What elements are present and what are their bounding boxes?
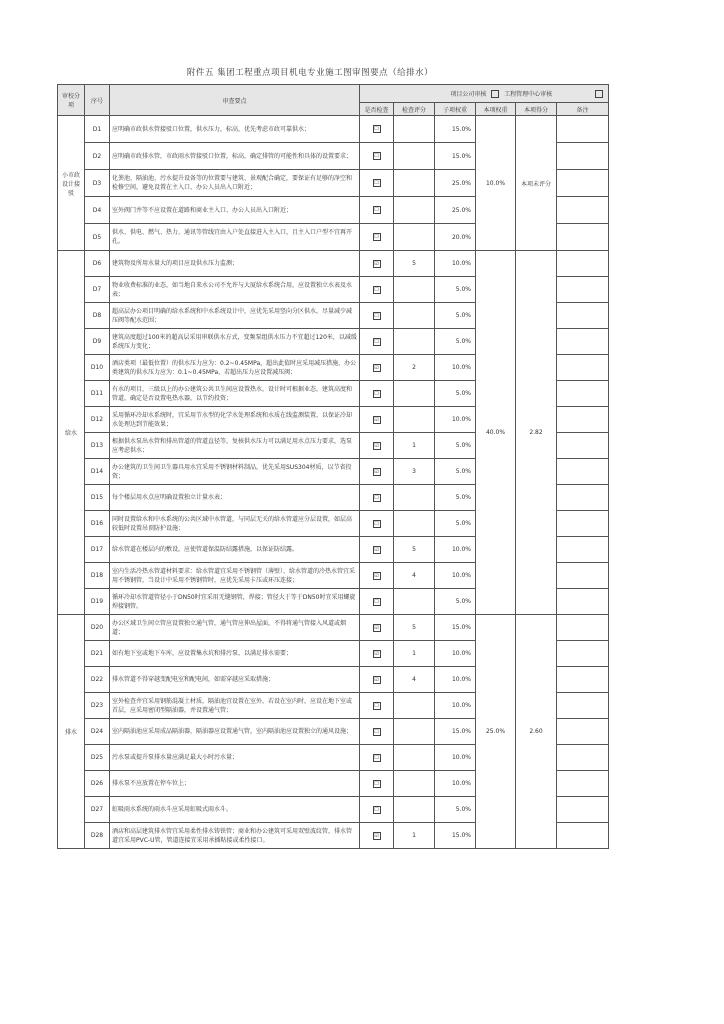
review-point-text: 供水、供电、燃气、热力、通讯等管线宜由入户处直接进入主入口，且主入口户型不宜再开孔。 <box>110 224 360 251</box>
seq-cell: D15 <box>85 485 110 511</box>
review-point-text: 酒店和高层建筑排水管宜采用柔性排水铸铁管；商业和办公建筑可采用双壁波纹管，排水管道宜采用PVC-U管，管道连接宜采用承插粘接或柔性接口。 <box>110 823 360 849</box>
check-box[interactable]: ☑ <box>374 364 379 371</box>
score-input[interactable] <box>394 116 435 143</box>
check-box[interactable]: ☑ <box>374 260 379 267</box>
checked-cell <box>360 797 394 823</box>
item-weight-cell: 5.0% <box>435 303 476 329</box>
table-row <box>58 615 609 641</box>
seq-cell: D14 <box>85 459 110 485</box>
note-cell[interactable] <box>557 277 609 303</box>
col-header-note: 备注 <box>557 103 609 116</box>
checked-cell <box>360 589 394 615</box>
score-input[interactable]: 5 <box>394 251 435 277</box>
review-point-text: 排水泵不应放置在停车位上； <box>110 771 360 797</box>
score-input[interactable]: 1 <box>394 823 435 849</box>
checked-cell <box>360 329 394 355</box>
seq-cell: D5 <box>85 224 110 251</box>
checked-cell <box>360 355 394 381</box>
note-cell[interactable] <box>557 511 609 537</box>
check-box[interactable]: ☐ <box>374 520 379 527</box>
category-weight-cell: 25.0% <box>476 615 516 849</box>
review-point-text: 建筑物及所用水量大的项目应设供水压力监测； <box>110 251 360 277</box>
note-cell[interactable] <box>557 251 609 277</box>
item-weight-cell: 10.0% <box>435 667 476 693</box>
review-point-text: 根据供水泵出水管和排出管道的管道直径等，复核供水压力可以满足用水点压力要求，选泵应考虑供水； <box>110 433 360 459</box>
score-input[interactable] <box>394 303 435 329</box>
score-input[interactable]: 5 <box>394 537 435 563</box>
score-input[interactable] <box>394 170 435 197</box>
category-cell: 排水 <box>58 615 85 849</box>
note-cell[interactable] <box>557 589 609 615</box>
item-weight-cell: 10.0% <box>435 563 476 589</box>
review-point-text: 同时设置给水和中水系统的公共区域中水管道，与同层无关的给水管道应分层设置，如层高较低时设置吊顶防护设施； <box>110 511 360 537</box>
check-box[interactable]: ☑ <box>374 676 379 683</box>
item-weight-cell: 10.0% <box>435 537 476 563</box>
review-point-text: 污水泵或提升泵排水量应满足最大小时污水量； <box>110 745 360 771</box>
item-weight-cell: 5.0% <box>435 329 476 355</box>
score-input[interactable] <box>394 224 435 251</box>
col-header-category: 审校分项 <box>58 85 85 116</box>
seq-cell: D2 <box>85 143 110 170</box>
check-box[interactable]: ☑ <box>374 624 379 631</box>
score-input[interactable] <box>394 693 435 719</box>
score-input[interactable]: 2 <box>394 355 435 381</box>
seq-cell: D6 <box>85 251 110 277</box>
note-cell[interactable] <box>557 143 609 170</box>
checked-cell <box>360 615 394 641</box>
item-weight-cell: 5.0% <box>435 511 476 537</box>
check-box[interactable]: ☑ <box>374 442 379 449</box>
col-header-yes: 是否检查 <box>360 103 394 116</box>
checked-cell <box>360 641 394 667</box>
checked-cell <box>360 170 394 197</box>
seq-cell: D7 <box>85 277 110 303</box>
seq-cell: D3 <box>85 170 110 197</box>
review-point-text: 应明确市政供水管接驳口位置，供水压力，标高，优先考虑市政可靠供水； <box>110 116 360 143</box>
seq-cell: D16 <box>85 511 110 537</box>
col-header-points: 审查要点 <box>110 85 360 116</box>
seq-cell: D9 <box>85 329 110 355</box>
category-score-cell: 2.60 <box>516 615 557 849</box>
note-cell[interactable] <box>557 116 609 143</box>
page-title: 附件五 集团工程重点项目机电专业施工图审图要点（给排水） <box>186 68 434 78</box>
item-weight-cell: 5.0% <box>435 459 476 485</box>
review-point-text: 应明确市政排水管，市政雨水管接驳口位置，标高，确定排管的可能性和具体的设置要求； <box>110 143 360 170</box>
item-weight-cell: 25.0% <box>435 170 476 197</box>
check-box[interactable]: ☑ <box>374 416 379 423</box>
checked-cell <box>360 407 394 433</box>
checked-cell <box>360 143 394 170</box>
score-input[interactable] <box>394 143 435 170</box>
review-point-text: 室外检查井宜采用钢筋混凝土材质，隔油池宜设置在室外，若设在室内时，应设在地下室或首层，应采用密闭型隔油器，并设置通气管； <box>110 693 360 719</box>
score-input[interactable] <box>394 277 435 303</box>
checked-cell <box>360 277 394 303</box>
review-point-text: 物业收费标准的业态，如当地自来水公司不允许与大厦给水系统合用，应设置独立水表及水表； <box>110 277 360 303</box>
check-box[interactable]: ☐ <box>374 207 379 213</box>
checked-cell <box>360 693 394 719</box>
score-input[interactable] <box>394 719 435 745</box>
score-input[interactable]: 1 <box>394 641 435 667</box>
note-cell[interactable] <box>557 197 609 224</box>
checked-cell <box>360 197 394 224</box>
seq-cell: D8 <box>85 303 110 329</box>
review-org-label-1: 项目公司审核 <box>450 91 487 98</box>
note-cell[interactable] <box>557 641 609 667</box>
checked-cell <box>360 745 394 771</box>
seq-cell: D10 <box>85 355 110 381</box>
review-org-label-2: 工程管理中心审核 <box>504 91 553 98</box>
note-cell[interactable] <box>557 823 609 849</box>
check-box[interactable]: ☐ <box>374 728 379 735</box>
review-point-text: 每个楼层用水点应明确设置独立计量水表； <box>110 485 360 511</box>
seq-cell: D13 <box>85 433 110 459</box>
review-point-text: 室内生活冷热水管道材料要求：给水管道宜采用不锈钢管（薄壁）、给水管道的冷热水管宜采用不锈钢管，当设计中采用不锈钢管时，应优先采用卡压或环压连接； <box>110 563 360 589</box>
seq-cell: D27 <box>85 797 110 823</box>
score-input[interactable] <box>394 485 435 511</box>
seq-cell: D17 <box>85 537 110 563</box>
check-box[interactable]: ☐ <box>374 702 379 709</box>
score-input[interactable]: 5 <box>394 615 435 641</box>
item-weight-cell: 15.0% <box>435 615 476 641</box>
check-box[interactable]: ☐ <box>374 390 379 397</box>
check-box[interactable]: ☐ <box>374 754 379 761</box>
check-box[interactable]: ☐ <box>374 312 379 319</box>
seq-cell: D22 <box>85 667 110 693</box>
review-point-text: 排水管道不得穿越变配电室和配电间，如需穿越应采取措施； <box>110 667 360 693</box>
category-weight-cell: 40.0% <box>476 251 516 615</box>
item-weight-cell: 25.0% <box>435 197 476 224</box>
check-box[interactable]: ☐ <box>374 598 379 605</box>
review-point-text: 办公建筑的卫生间卫生器具用水宜采用不锈钢材料制品，优先采用SUS304材质，以节省投资； <box>110 459 360 485</box>
seq-cell: D28 <box>85 823 110 849</box>
check-box[interactable]: ☐ <box>374 234 379 240</box>
note-cell[interactable] <box>557 771 609 797</box>
seq-cell: D20 <box>85 615 110 641</box>
item-weight-cell: 5.0% <box>435 797 476 823</box>
checked-cell <box>360 771 394 797</box>
table-row <box>58 251 609 277</box>
checked-cell <box>360 537 394 563</box>
note-cell[interactable] <box>557 615 609 641</box>
review-point-text: 室内隔油池应采用成品隔油器，隔油器应设置通气管，室内隔油池应设置独立的通风设施； <box>110 719 360 745</box>
col-header-cat-score: 本项得分 <box>516 103 557 116</box>
item-weight-cell: 15.0% <box>435 719 476 745</box>
checked-cell <box>360 433 394 459</box>
note-cell[interactable] <box>557 485 609 511</box>
score-input[interactable] <box>394 381 435 407</box>
check-box[interactable]: ☐ <box>374 180 379 186</box>
review-point-text: 室外阀门井等不应设置在道路和商业主入口、办公人员出入口附近； <box>110 197 360 224</box>
note-cell[interactable] <box>557 797 609 823</box>
score-input[interactable] <box>394 197 435 224</box>
item-weight-cell: 10.0% <box>435 251 476 277</box>
col-header-score: 检查评分 <box>394 103 435 116</box>
note-cell[interactable] <box>557 407 609 433</box>
category-score-cell: 2.82 <box>516 251 557 615</box>
check-box[interactable]: ☑ <box>374 572 379 579</box>
checked-cell <box>360 224 394 251</box>
category-cell: 给水 <box>58 251 85 615</box>
seq-cell: D24 <box>85 719 110 745</box>
seq-cell: D19 <box>85 589 110 615</box>
seq-cell: D4 <box>85 197 110 224</box>
review-point-text: 建筑高度超过100米的超高层采用串联供水方式，变频泵组供水压力不宜超过120米，以减缓系统压力变化； <box>110 329 360 355</box>
score-input[interactable]: 4 <box>394 563 435 589</box>
checked-cell <box>360 116 394 143</box>
check-box[interactable]: ☐ <box>374 780 379 787</box>
item-weight-cell: 10.0% <box>435 745 476 771</box>
score-input[interactable] <box>394 745 435 771</box>
check-box[interactable]: ☑ <box>374 650 379 657</box>
item-weight-cell: 5.0% <box>435 277 476 303</box>
check-box[interactable]: ☐ <box>374 286 379 293</box>
score-input[interactable]: 3 <box>394 459 435 485</box>
checked-cell <box>360 485 394 511</box>
category-cell: 小市政设计接驳 <box>58 116 85 251</box>
score-input[interactable] <box>394 771 435 797</box>
note-cell[interactable] <box>557 667 609 693</box>
seq-cell: D25 <box>85 745 110 771</box>
note-cell[interactable] <box>557 459 609 485</box>
check-box[interactable]: ☑ <box>374 546 379 553</box>
item-weight-cell: 20.0% <box>435 224 476 251</box>
item-weight-cell: 15.0% <box>435 143 476 170</box>
category-weight-cell: 10.0% <box>476 116 516 251</box>
checked-cell <box>360 563 394 589</box>
note-cell[interactable] <box>557 170 609 197</box>
item-weight-cell: 5.0% <box>435 485 476 511</box>
item-weight-cell: 5.0% <box>435 381 476 407</box>
score-input[interactable]: 4 <box>394 667 435 693</box>
score-input[interactable] <box>394 511 435 537</box>
item-weight-cell: 15.0% <box>435 116 476 143</box>
item-weight-cell: 10.0% <box>435 641 476 667</box>
check-box[interactable]: ☐ <box>374 494 379 501</box>
checked-cell <box>360 719 394 745</box>
note-cell[interactable] <box>557 224 609 251</box>
note-cell[interactable] <box>557 381 609 407</box>
score-input[interactable] <box>394 329 435 355</box>
review-org-checkbox-2[interactable] <box>595 90 603 98</box>
col-header-cat-weight: 本项权重 <box>476 103 516 116</box>
check-box[interactable]: ☐ <box>374 126 379 132</box>
checked-cell <box>360 511 394 537</box>
checked-cell <box>360 459 394 485</box>
item-weight-cell: 10.0% <box>435 693 476 719</box>
note-cell[interactable] <box>557 745 609 771</box>
score-input[interactable]: 1 <box>394 433 435 459</box>
item-weight-cell: 10.0% <box>435 355 476 381</box>
item-weight-cell: 10.0% <box>435 771 476 797</box>
category-score-cell: 本项未评分 <box>516 116 557 251</box>
score-input[interactable] <box>394 589 435 615</box>
check-box[interactable]: ☐ <box>374 338 379 345</box>
item-weight-cell: 15.0% <box>435 823 476 849</box>
checked-cell <box>360 823 394 849</box>
check-box[interactable]: ☑ <box>374 832 379 839</box>
review-point-text: 化粪池、隔油池、污水提升设备等的位置要与建筑、景观配合确定，要保证有足够的净空和检修空间，避免设置在主入口、办公人员出入口附近； <box>110 170 360 197</box>
note-cell[interactable] <box>557 433 609 459</box>
seq-cell: D21 <box>85 641 110 667</box>
note-cell[interactable] <box>557 303 609 329</box>
col-header-item-weight: 子项权重 <box>435 103 476 116</box>
review-point-text: 给水管道在楼层内的敷设，应使管道保温防结露措施，以保证防结露。 <box>110 537 360 563</box>
review-point-text: 循环冷却水管道管径小于DN50时宜采用无缝钢管，焊接；管径大于等于DN50时宜采用螺旋焊接钢管。 <box>110 589 360 615</box>
score-input[interactable] <box>394 407 435 433</box>
note-cell[interactable] <box>557 537 609 563</box>
review-point-text: 超高层办公项目明确的给水系统和中水系统设计中，应优先采用竖向分区供水，尽量减少减压阀等配水范围； <box>110 303 360 329</box>
review-point-text: 酒店类项（最低位置）的供水压力应为：0.2~0.45MPa，超出此值时应采用减压措施，办公类建筑的供水压力应为：0.1~0.45MPa，若超出压力应设置减压阀； <box>110 355 360 381</box>
review-org-selector <box>360 85 609 103</box>
review-point-text: 采用循环冷却水系统时，宜采用节水型的化学水处理系统和水质在线监测装置，以保证冷却水处理达到节能效果； <box>110 407 360 433</box>
seq-cell: D11 <box>85 381 110 407</box>
seq-cell: D18 <box>85 563 110 589</box>
review-table <box>57 84 609 849</box>
note-cell[interactable] <box>557 563 609 589</box>
checked-cell <box>360 303 394 329</box>
checked-cell <box>360 381 394 407</box>
table-row <box>58 116 609 143</box>
seq-cell: D26 <box>85 771 110 797</box>
checked-cell <box>360 667 394 693</box>
note-cell[interactable] <box>557 329 609 355</box>
check-box[interactable]: ☑ <box>374 468 379 475</box>
item-weight-cell: 5.0% <box>435 589 476 615</box>
note-cell[interactable] <box>557 355 609 381</box>
review-point-text: 如有地下室或地下车库，应设置集水坑和排污泵，以满足排水需要； <box>110 641 360 667</box>
review-point-text: 办公区域卫生间立管应设置独立通气管，通气管应伸出屋面，不得将通气管接入风道或烟道； <box>110 615 360 641</box>
checked-cell <box>360 251 394 277</box>
check-box[interactable]: ☐ <box>374 153 379 159</box>
item-weight-cell: 5.0% <box>435 433 476 459</box>
item-weight-cell: 10.0% <box>435 407 476 433</box>
note-cell[interactable] <box>557 693 609 719</box>
score-input[interactable] <box>394 797 435 823</box>
review-point-text: 虹吸雨水系统的雨水斗应采用虹吸式雨水斗。 <box>110 797 360 823</box>
note-cell[interactable] <box>557 719 609 745</box>
seq-cell: D1 <box>85 116 110 143</box>
seq-cell: D23 <box>85 693 110 719</box>
seq-cell: D12 <box>85 407 110 433</box>
review-point-text: 有水的项目，三级以上的办公建筑公共卫生间应设置热水，设计时可根据业态，建筑高度和管道，确定是否设置电热水器，以节约投资； <box>110 381 360 407</box>
review-org-checkbox-1[interactable] <box>491 90 499 98</box>
col-header-seq: 序号 <box>85 85 110 116</box>
check-box[interactable]: ☐ <box>374 806 379 813</box>
